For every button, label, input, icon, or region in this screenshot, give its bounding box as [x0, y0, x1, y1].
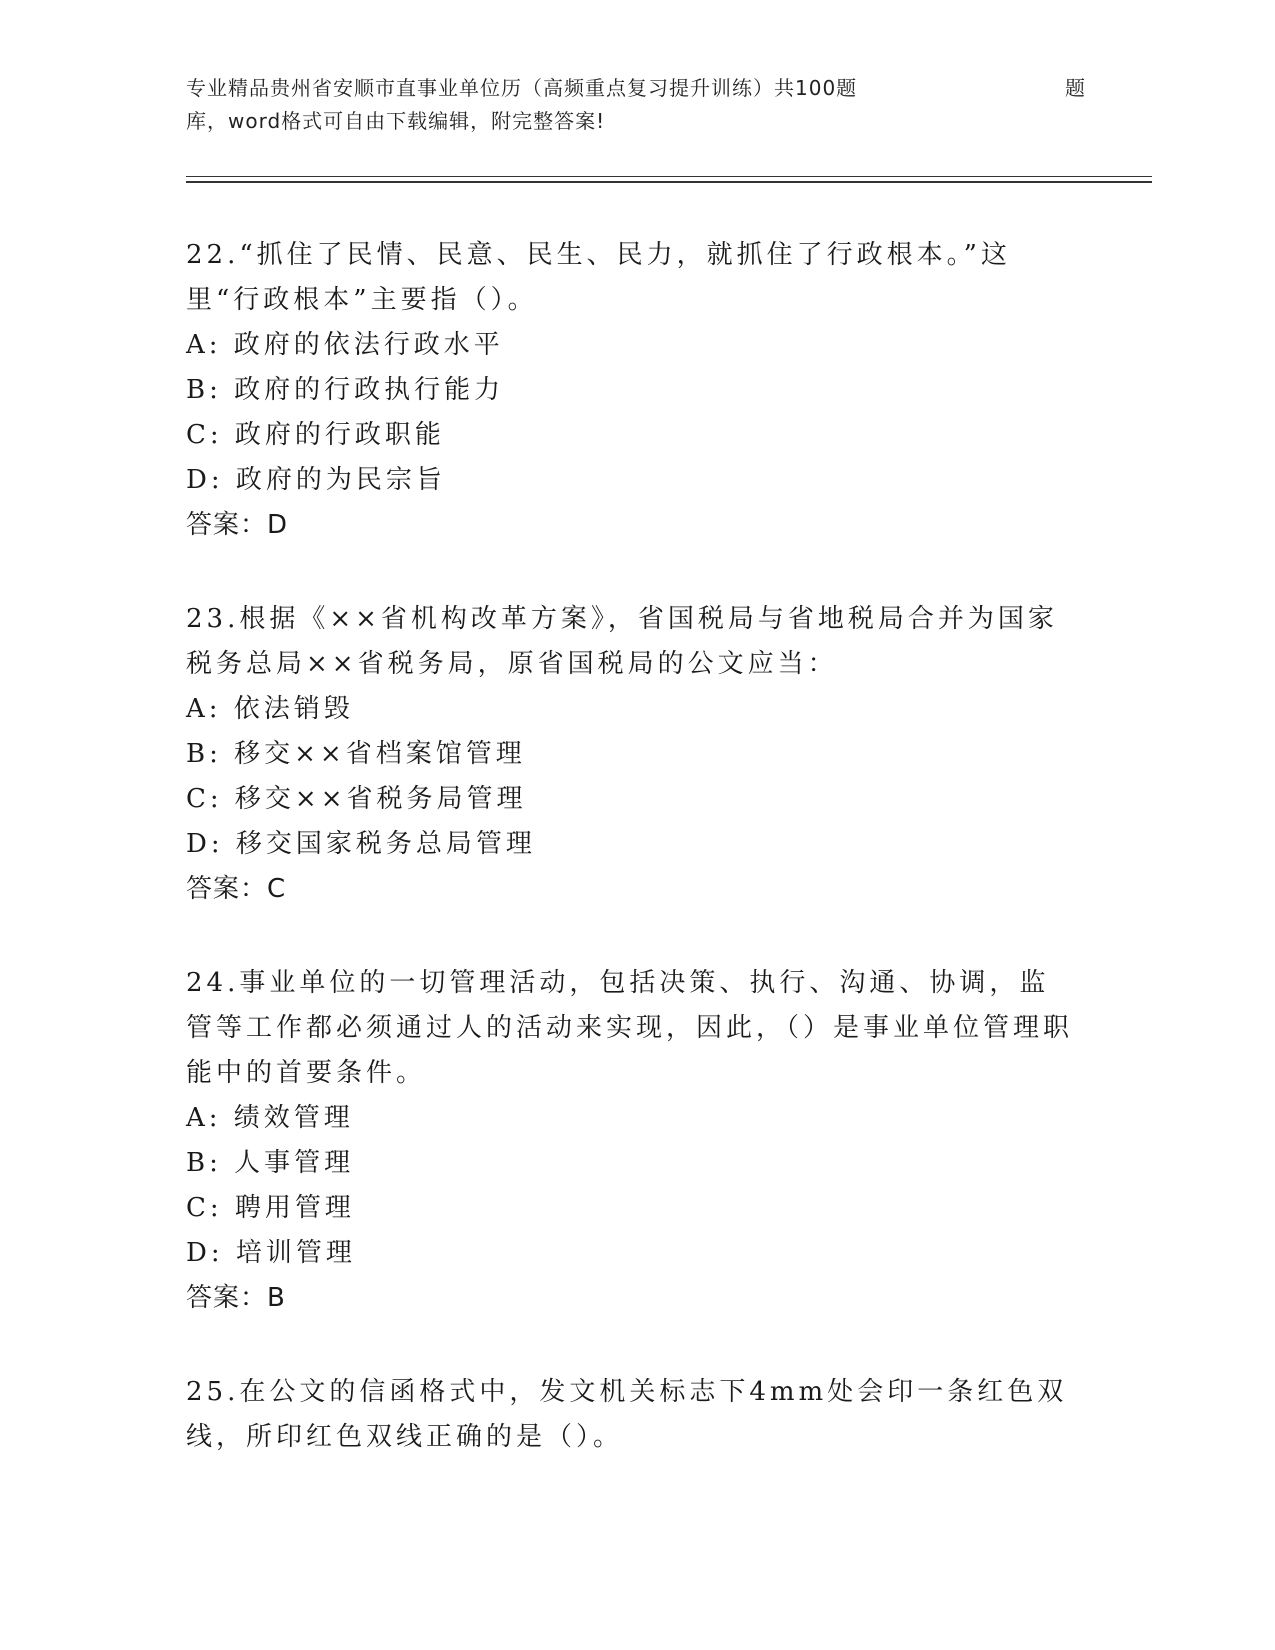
- question-text: 23.根据《××省机构改革方案》，省国税局与省地税局合并为国家税务总局××省税务局，原省国税局的公文应当：: [186, 604, 1058, 679]
- question-25: [186, 1370, 1076, 1460]
- header-line-2: 库，word格式可自由下载编辑，附完整答案!: [186, 109, 606, 133]
- option-c: C: 聘用管理: [186, 1193, 355, 1223]
- option-c: C: 政府的行政职能: [186, 420, 445, 450]
- question-24: [186, 961, 1076, 1321]
- option-b: B: 移交××省档案馆管理: [186, 739, 526, 769]
- option-a: A: 绩效管理: [186, 1103, 354, 1133]
- option-d: D: 移交国家税务总局管理: [186, 829, 536, 859]
- header-title-tail: 题: [1065, 76, 1086, 100]
- question-text: 25.在公文的信函格式中，发文机关标志下4mm处会印一条红色双线，所印红色双线正确的是（）。: [186, 1377, 1068, 1452]
- option-d: D: 政府的为民宗旨: [186, 465, 446, 495]
- option-a: A: 依法销毁: [186, 694, 354, 724]
- answer: 答案：B: [186, 1283, 286, 1313]
- question-22: [186, 233, 1076, 548]
- answer: 答案：C: [186, 874, 287, 904]
- option-a: A: 政府的依法行政水平: [186, 330, 504, 360]
- header-title: 专业精品贵州省安顺市直事业单位历（高频重点复习提升训练）共100题: [186, 76, 858, 100]
- option-d: D: 培训管理: [186, 1238, 356, 1268]
- question-text: 24.事业单位的一切管理活动，包括决策、执行、沟通、协调，监管等工作都必须通过人的活动来实现，因此，（）是事业单位管理职能中的首要条件。: [186, 968, 1074, 1088]
- option-b: B: 人事管理: [186, 1148, 355, 1178]
- header-line-1: [186, 72, 1086, 105]
- option-c: C: 移交××省税务局管理: [186, 784, 527, 814]
- header-rule-bottom: [186, 181, 1152, 183]
- answer: 答案：D: [186, 510, 289, 540]
- option-b: B: 政府的行政执行能力: [186, 375, 505, 405]
- question-23: [186, 597, 1076, 912]
- question-text: 22.“抓住了民情、民意、民生、民力，就抓住了行政根本。”这里“行政根本”主要指（）。: [186, 240, 1011, 315]
- header-rule-top: [186, 176, 1152, 177]
- document-header: [186, 72, 1086, 138]
